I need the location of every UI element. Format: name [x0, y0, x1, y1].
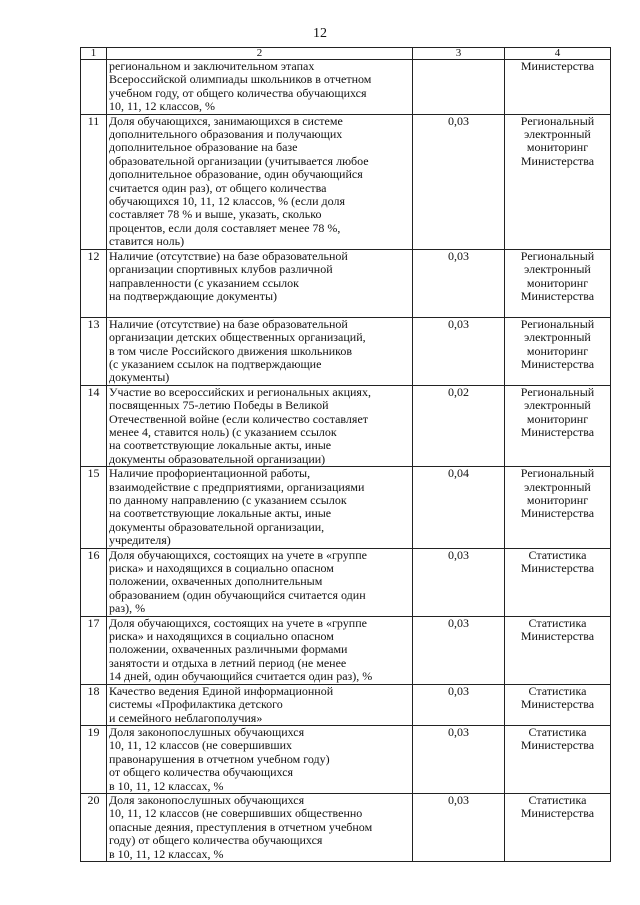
- description-line: дополнительного образования и получающих: [109, 127, 343, 142]
- source-line: Статистика: [528, 683, 587, 698]
- description-line: на подтверждающие документы): [109, 288, 278, 303]
- criterion-description: [107, 249, 413, 317]
- source-line: Статистика: [528, 792, 587, 807]
- row-number: 20: [81, 793, 107, 861]
- description-line: риска» и находящихся в социально опасном: [109, 561, 334, 576]
- description-line: на соответствующие локальные акты, иные: [109, 506, 332, 521]
- source-line: мониторинг: [526, 493, 589, 507]
- description-line: 10, 11, 12 классов (не совершивших: [109, 738, 292, 753]
- row-number: 15: [81, 467, 107, 548]
- source-line: Статистика: [528, 724, 587, 739]
- weight-value: 0,03: [413, 114, 505, 249]
- source-line: электронный: [524, 479, 591, 494]
- description-line: Качество ведения Единой информационной: [109, 683, 334, 698]
- column-header-1: 1: [81, 48, 107, 60]
- description-line: менее 4, ставится ноль) (с указанием ссылок: [109, 424, 337, 439]
- data-source: [505, 317, 611, 385]
- table-row: [81, 725, 611, 793]
- row-number: 19: [81, 725, 107, 793]
- description-line: учредителя): [109, 533, 171, 548]
- source-line: Региональный: [520, 113, 595, 128]
- description-line: документы): [109, 370, 170, 385]
- weight-value: 0,03: [413, 616, 505, 684]
- row-number: 14: [81, 385, 107, 466]
- source-line: Министерства: [520, 153, 595, 168]
- source-line: Министерства: [520, 738, 595, 753]
- data-source: [505, 548, 611, 616]
- table-body: [81, 60, 611, 862]
- data-source: [505, 684, 611, 725]
- description-line: опасные деяния, преступления в отчетном учебном: [109, 819, 373, 834]
- criterion-description: [107, 616, 413, 684]
- data-source: [505, 249, 611, 317]
- description-line: и семейного неблагополучия»: [109, 710, 263, 725]
- source-line: мониторинг: [526, 140, 589, 155]
- column-header-2: 2: [107, 48, 413, 60]
- description-line: в 10, 11, 12 классах, %: [109, 778, 224, 793]
- description-line: организации спортивных клубов различной: [109, 262, 333, 277]
- description-line: Доля законопослушных обучающихся: [109, 792, 305, 807]
- criterion-description: [107, 60, 413, 115]
- source-line: Министерства: [520, 356, 595, 371]
- description-line: посвященных 75-летию Победы в Великой: [109, 398, 329, 413]
- weight-value: 0,03: [413, 725, 505, 793]
- column-header-3: 3: [413, 48, 505, 60]
- data-source: [505, 793, 611, 861]
- description-line: образованием (один обучающийся считается один: [109, 587, 366, 602]
- table-row: [81, 548, 611, 616]
- source-line: Региональный: [520, 248, 595, 263]
- table-row: [81, 249, 611, 317]
- criterion-description: [107, 548, 413, 616]
- source-line: Министерства: [520, 697, 595, 712]
- description-line: Отечественной войне (если количество составляет: [109, 411, 369, 426]
- page-number: 12: [313, 26, 327, 41]
- weight-value: 0,03: [413, 684, 505, 725]
- row-number: 16: [81, 548, 107, 616]
- description-line: 14 дней, один обучающийся считается один раз), %: [109, 669, 373, 684]
- description-line: Наличие профориентационной работы,: [109, 466, 311, 481]
- source-line: Министерства: [520, 629, 595, 644]
- source-line: мониторинг: [526, 411, 589, 426]
- column-header-4: 4: [505, 48, 611, 60]
- table-row: [81, 467, 611, 548]
- source-line: Министерства: [520, 59, 595, 73]
- description-line: занятости и отдыха в летний период (не менее: [109, 655, 347, 670]
- description-line: обучающихся 10, 11, 12 классов, % (если доля: [109, 194, 345, 209]
- description-line: Доля законопослушных обучающихся: [109, 724, 305, 739]
- source-line: Региональный: [520, 384, 595, 399]
- row-number: 13: [81, 317, 107, 385]
- source-line: электронный: [524, 262, 591, 277]
- description-line: ставится ноль): [109, 234, 185, 249]
- source-line: Министерства: [520, 424, 595, 439]
- criteria-table: [80, 47, 611, 862]
- data-source: [505, 616, 611, 684]
- criterion-description: [107, 725, 413, 793]
- criterion-description: [107, 684, 413, 725]
- description-line: Доля обучающихся, состоящих на учете в «группе: [109, 615, 367, 630]
- criterion-description: [107, 385, 413, 466]
- description-line: Доля обучающихся, занимающихся в системе: [109, 113, 343, 128]
- source-line: Региональный: [520, 466, 595, 481]
- source-line: Министерства: [520, 288, 595, 303]
- table-row: [81, 684, 611, 725]
- source-line: Региональный: [520, 316, 595, 331]
- data-source: [505, 60, 611, 115]
- row-number: 12: [81, 249, 107, 317]
- description-line: дополнительное образование, один обучающийся: [109, 167, 363, 182]
- description-line: организации детских общественных организаций,: [109, 330, 366, 345]
- table-row: [81, 114, 611, 249]
- source-line: Статистика: [528, 547, 587, 562]
- description-line: по данному направлению (с указанием ссылок: [109, 493, 347, 507]
- description-line: на соответствующие локальные акты, иные: [109, 438, 332, 453]
- description-line: Всероссийской олимпиады школьников в отчетном: [109, 72, 372, 87]
- weight-value: [413, 60, 505, 115]
- description-line: 10, 11, 12 классов (не совершивших общественно: [109, 806, 363, 821]
- data-source: [505, 725, 611, 793]
- description-line: системы «Профилактика детского: [109, 697, 283, 712]
- description-line: правонарушения в отчетном учебном году): [109, 751, 330, 766]
- source-line: Министерства: [520, 561, 595, 576]
- description-line: направленности (с указанием ссылок: [109, 275, 299, 290]
- description-line: в том числе Российского движения школьников: [109, 343, 353, 358]
- description-line: в 10, 11, 12 классах, %: [109, 846, 224, 861]
- data-source: [505, 385, 611, 466]
- description-line: (с указанием ссылок на подтверждающие: [109, 356, 322, 371]
- source-line: мониторинг: [526, 275, 589, 290]
- description-line: образовательной организации (учитывается любое: [109, 153, 369, 168]
- weight-value: 0,02: [413, 385, 505, 466]
- description-line: считается один раз), от общего количества: [109, 180, 327, 195]
- weight-value: 0,03: [413, 793, 505, 861]
- table-row: [81, 60, 611, 115]
- description-line: раз), %: [109, 601, 146, 616]
- description-line: положении, охваченных дополнительным: [109, 574, 323, 589]
- table-row: [81, 616, 611, 684]
- weight-value: 0,03: [413, 249, 505, 317]
- description-line: составляет 78 % и выше, указать, сколько: [109, 207, 322, 222]
- data-source: [505, 467, 611, 548]
- source-line: Статистика: [528, 615, 587, 630]
- weight-value: 0,04: [413, 467, 505, 548]
- description-line: дополнительное образование на базе: [109, 140, 298, 155]
- description-line: Доля обучающихся, состоящих на учете в «группе: [109, 547, 367, 562]
- weight-value: 0,03: [413, 548, 505, 616]
- criterion-description: [107, 114, 413, 249]
- source-line: мониторинг: [526, 343, 589, 358]
- description-line: от общего количества обучающихся: [109, 765, 294, 780]
- description-line: [109, 303, 410, 316]
- description-line: Участие во всероссийских и региональных акциях,: [109, 384, 371, 399]
- criterion-description: [107, 793, 413, 861]
- row-number: [81, 60, 107, 115]
- description-line: положении, охваченных различными формами: [109, 642, 348, 657]
- weight-value: 0,03: [413, 317, 505, 385]
- criterion-description: [107, 467, 413, 548]
- table-header-row: [81, 48, 611, 60]
- table-row: [81, 317, 611, 385]
- description-line: взаимодействие с предприятиями, организациями: [109, 479, 365, 494]
- description-line: Наличие (отсутствие) на базе образовательной: [109, 248, 348, 263]
- source-line: Министерства: [520, 806, 595, 821]
- description-line: учебном году, от общего количества обучающихся: [109, 85, 367, 100]
- source-line: электронный: [524, 330, 591, 345]
- source-line: Министерства: [520, 506, 595, 521]
- row-number: 11: [81, 114, 107, 249]
- description-line: Наличие (отсутствие) на базе образовательной: [109, 316, 348, 331]
- table-row: [81, 385, 611, 466]
- description-line: риска» и находящихся в социально опасном: [109, 629, 334, 644]
- description-line: региональном и заключительном этапах: [109, 59, 315, 73]
- data-source: [505, 114, 611, 249]
- source-line: электронный: [524, 127, 591, 142]
- row-number: 17: [81, 616, 107, 684]
- source-line: электронный: [524, 398, 591, 413]
- description-line: году) от общего количества обучающихся: [109, 833, 323, 848]
- table-row: [81, 793, 611, 861]
- description-line: документы образовательной организации,: [109, 519, 325, 534]
- criterion-description: [107, 317, 413, 385]
- description-line: процентов, если доля составляет менее 78 %,: [109, 220, 341, 235]
- row-number: 18: [81, 684, 107, 725]
- description-line: документы образовательной организации): [109, 451, 326, 466]
- description-line: 10, 11, 12 классов, %: [109, 99, 216, 114]
